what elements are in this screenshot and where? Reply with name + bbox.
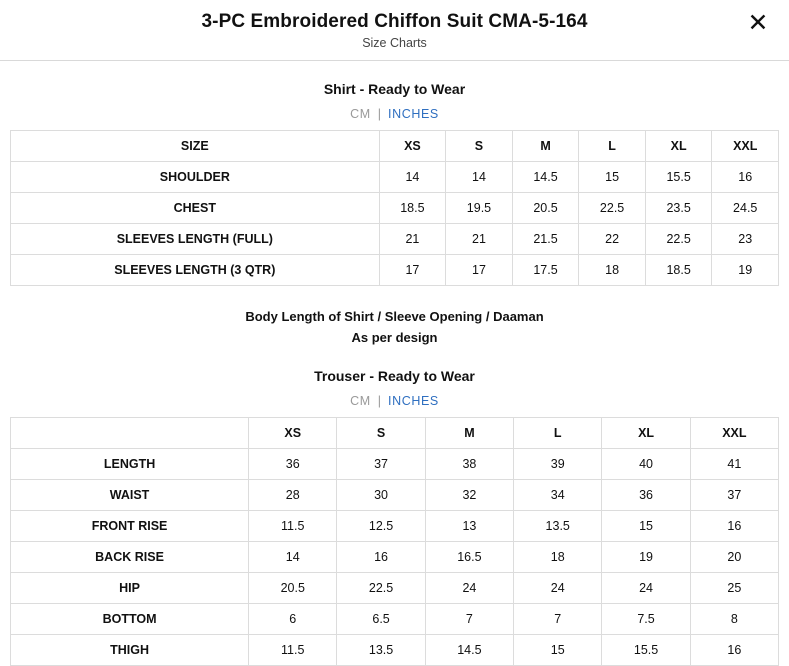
table-cell: 24: [425, 573, 513, 604]
row-label: CHEST: [11, 193, 380, 224]
table-cell: 18.5: [379, 193, 446, 224]
table-cell: 21.5: [512, 224, 579, 255]
table-cell: 34: [514, 480, 602, 511]
table-row: [11, 542, 779, 573]
table-header-row: [11, 131, 779, 162]
table-cell: 8: [690, 604, 778, 635]
table-cell: 20: [690, 542, 778, 573]
column-header: L: [579, 131, 646, 162]
table-cell: 17: [446, 255, 513, 286]
table-cell: 16: [337, 542, 425, 573]
column-header-blank: [11, 418, 249, 449]
table-cell: 22: [579, 224, 646, 255]
table-cell: 20.5: [249, 573, 337, 604]
shirt-size-table: [10, 130, 779, 286]
table-cell: 15.5: [602, 635, 690, 666]
shirt-unit-toggle: [10, 107, 779, 121]
row-label: SLEEVES LENGTH (FULL): [11, 224, 380, 255]
table-cell: 13: [425, 511, 513, 542]
table-cell: 36: [602, 480, 690, 511]
table-cell: 14: [249, 542, 337, 573]
table-row: [11, 449, 779, 480]
modal-body: [0, 81, 789, 666]
shirt-unit-cm[interactable]: CM: [350, 107, 371, 121]
table-cell: 38: [425, 449, 513, 480]
column-header: XXL: [690, 418, 778, 449]
shirt-section-title: Shirt - Ready to Wear: [323, 81, 466, 97]
table-row: [11, 193, 779, 224]
row-label: BOTTOM: [11, 604, 249, 635]
table-cell: 11.5: [249, 635, 337, 666]
design-note-line1: Body Length of Shirt / Sleeve Opening / Daaman: [245, 309, 544, 324]
table-cell: 24.5: [712, 193, 779, 224]
table-cell: 12.5: [337, 511, 425, 542]
row-label: WAIST: [11, 480, 249, 511]
trouser-unit-cm[interactable]: CM: [350, 394, 371, 408]
table-cell: 20.5: [512, 193, 579, 224]
close-icon[interactable]: ✕: [741, 6, 775, 40]
row-label: SLEEVES LENGTH (3 QTR): [11, 255, 380, 286]
column-header: M: [512, 131, 579, 162]
table-cell: 37: [690, 480, 778, 511]
row-label: THIGH: [11, 635, 249, 666]
table-cell: 18.5: [645, 255, 712, 286]
table-cell: 14: [446, 162, 513, 193]
table-cell: 15: [602, 511, 690, 542]
column-header: XS: [249, 418, 337, 449]
trouser-size-table: [10, 417, 779, 666]
table-cell: 28: [249, 480, 337, 511]
table-cell: 23: [712, 224, 779, 255]
table-cell: 25: [690, 573, 778, 604]
shirt-unit-separator: |: [377, 107, 382, 121]
column-header: XL: [602, 418, 690, 449]
table-row: [11, 224, 779, 255]
table-cell: 16: [690, 635, 778, 666]
table-cell: 16.5: [425, 542, 513, 573]
table-row: [11, 511, 779, 542]
table-cell: 39: [514, 449, 602, 480]
table-cell: 16: [712, 162, 779, 193]
page-subtitle: Size Charts: [362, 35, 427, 50]
column-header: XXL: [712, 131, 779, 162]
table-header-row: [11, 418, 779, 449]
table-cell: 36: [249, 449, 337, 480]
table-cell: 14.5: [425, 635, 513, 666]
table-row: [11, 604, 779, 635]
table-cell: 19: [602, 542, 690, 573]
table-cell: 14.5: [512, 162, 579, 193]
table-cell: 37: [337, 449, 425, 480]
shirt-unit-inches[interactable]: INCHES: [388, 107, 439, 121]
row-label: LENGTH: [11, 449, 249, 480]
table-cell: 11.5: [249, 511, 337, 542]
table-cell: 18: [579, 255, 646, 286]
table-cell: 21: [446, 224, 513, 255]
table-cell: 17: [379, 255, 446, 286]
table-cell: 13.5: [337, 635, 425, 666]
table-row: [11, 635, 779, 666]
table-cell: 19.5: [446, 193, 513, 224]
row-label: SHOULDER: [11, 162, 380, 193]
column-header: L: [514, 418, 602, 449]
trouser-section-title: Trouser - Ready to Wear: [314, 368, 475, 384]
trouser-unit-toggle: [10, 394, 779, 408]
row-label: FRONT RISE: [11, 511, 249, 542]
column-header: SIZE: [11, 131, 380, 162]
table-cell: 41: [690, 449, 778, 480]
modal-header: [0, 0, 789, 61]
table-cell: 23.5: [645, 193, 712, 224]
table-cell: 19: [712, 255, 779, 286]
table-cell: 24: [514, 573, 602, 604]
table-row: [11, 255, 779, 286]
table-cell: 24: [602, 573, 690, 604]
table-row: [11, 480, 779, 511]
row-label: HIP: [11, 573, 249, 604]
column-header: XS: [379, 131, 446, 162]
table-cell: 15: [579, 162, 646, 193]
table-cell: 15: [514, 635, 602, 666]
table-cell: 6: [249, 604, 337, 635]
page-title: 3-PC Embroidered Chiffon Suit CMA-5-164: [201, 10, 588, 32]
table-cell: 32: [425, 480, 513, 511]
trouser-unit-separator: |: [377, 394, 382, 408]
table-cell: 7.5: [602, 604, 690, 635]
column-header: S: [446, 131, 513, 162]
table-row: [11, 162, 779, 193]
table-cell: 21: [379, 224, 446, 255]
table-cell: 17.5: [512, 255, 579, 286]
trouser-unit-inches[interactable]: INCHES: [388, 394, 439, 408]
table-cell: 16: [690, 511, 778, 542]
row-label: BACK RISE: [11, 542, 249, 573]
table-cell: 22.5: [645, 224, 712, 255]
table-cell: 18: [514, 542, 602, 573]
table-cell: 15.5: [645, 162, 712, 193]
column-header: XL: [645, 131, 712, 162]
design-note-line2: As per design: [351, 330, 438, 345]
table-cell: 22.5: [579, 193, 646, 224]
column-header: S: [337, 418, 425, 449]
table-cell: 40: [602, 449, 690, 480]
column-header: M: [425, 418, 513, 449]
table-cell: 7: [425, 604, 513, 635]
table-cell: 30: [337, 480, 425, 511]
table-cell: 22.5: [337, 573, 425, 604]
table-cell: 6.5: [337, 604, 425, 635]
table-cell: 13.5: [514, 511, 602, 542]
design-note: [10, 306, 779, 348]
table-cell: 14: [379, 162, 446, 193]
table-row: [11, 573, 779, 604]
table-cell: 7: [514, 604, 602, 635]
